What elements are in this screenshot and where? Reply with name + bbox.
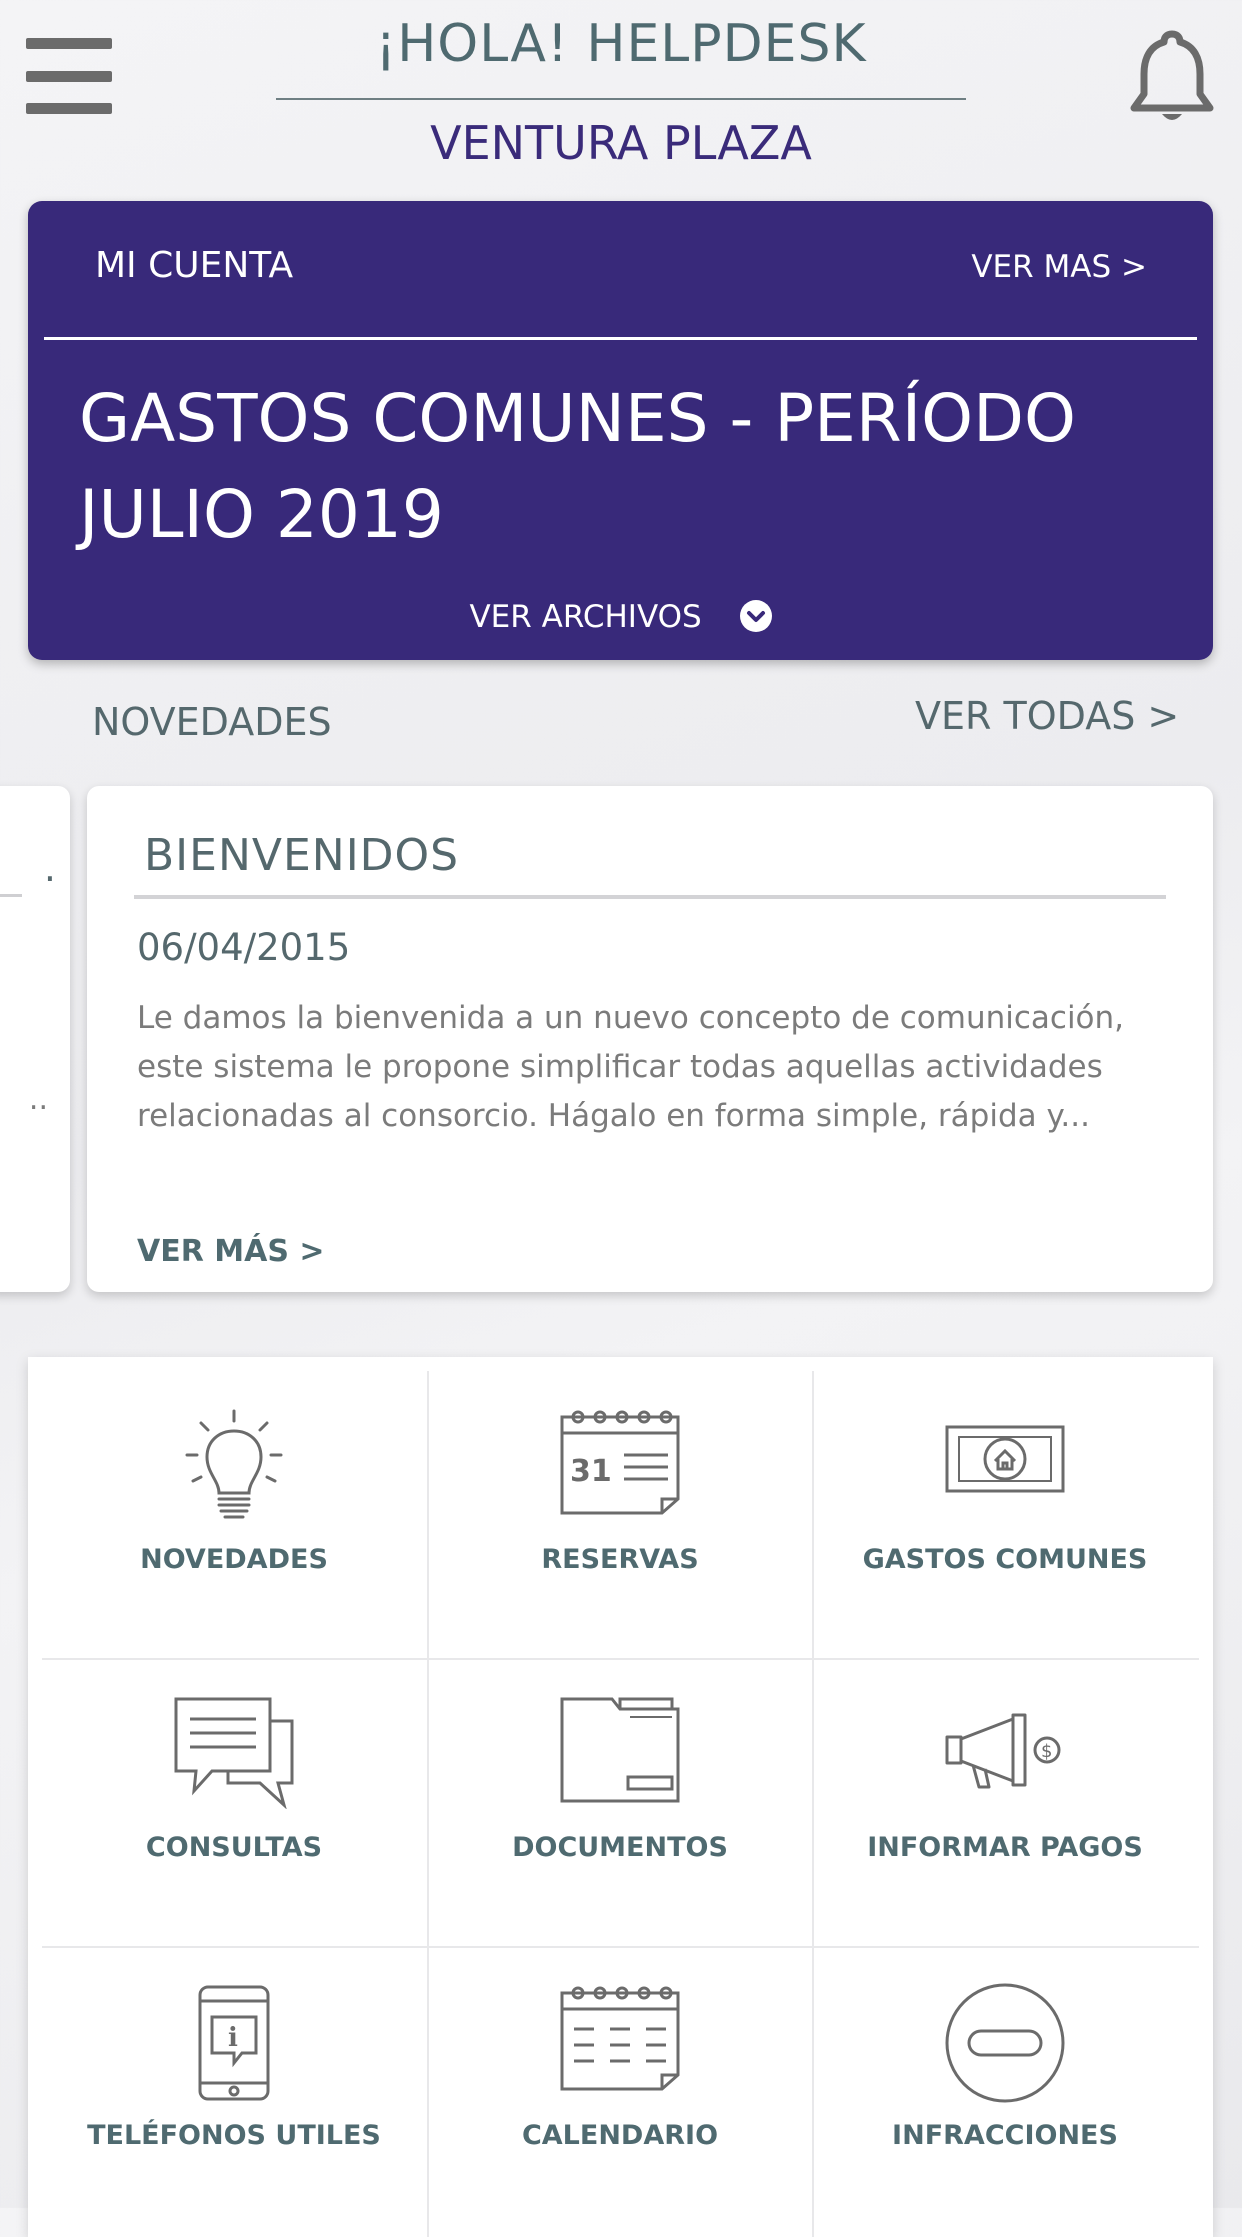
account-period-title <box>79 371 1179 563</box>
tile-label: GASTOS COMUNES <box>862 1544 1148 1575</box>
tile-calendario[interactable] <box>428 1947 812 2234</box>
view-files-label: VER ARCHIVOS <box>469 599 702 635</box>
menu-bar <box>26 71 112 82</box>
tile-reservas[interactable] <box>428 1371 812 1658</box>
bell-icon <box>1126 28 1218 128</box>
phone-info-icon <box>194 1983 274 2103</box>
notifications-button[interactable] <box>1126 28 1218 128</box>
no-entry-icon <box>943 1983 1067 2107</box>
svg-text:i: i <box>228 2023 238 2053</box>
news-heading: NOVEDADES <box>92 700 332 744</box>
megaphone-dollar-icon <box>943 1695 1067 1805</box>
tile-informar-pagos[interactable] <box>813 1659 1197 1946</box>
news-card-divider <box>134 895 1166 899</box>
news-card-body: Le damos la bienvenida a un nuevo concepto de comunicación, este sistema le propone simplificar todas aquellas actividades relacionadas al consorcio. Hágalo en forma simple, rápida y... <box>137 1000 1125 1134</box>
account-divider <box>44 337 1197 340</box>
tile-label: CALENDARIO <box>521 2120 719 2151</box>
menu-bar <box>26 38 112 49</box>
news-card[interactable] <box>87 786 1213 1292</box>
menu-bar <box>26 103 112 114</box>
calendar-31-icon <box>558 1407 682 1517</box>
feature-grid <box>28 1357 1213 2237</box>
tile-telefonos-utiles[interactable] <box>42 1947 426 2234</box>
previous-card-ellipsis: .. <box>28 1082 48 1117</box>
account-label: MI CUENTA <box>95 245 294 286</box>
tile-label: CONSULTAS <box>145 1832 323 1863</box>
title-divider <box>276 98 966 100</box>
tile-consultas[interactable] <box>42 1659 426 1946</box>
news-card-title: BIENVENIDOS <box>144 830 460 881</box>
previous-card-divider <box>0 894 22 897</box>
tile-novedades[interactable] <box>42 1371 426 1658</box>
chat-bubbles-icon <box>172 1695 296 1809</box>
tile-documentos[interactable] <box>428 1659 812 1946</box>
news-card-more-link[interactable]: VER MÁS > <box>137 1234 325 1269</box>
chevron-down-icon <box>740 600 772 632</box>
tile-label: RESERVAS <box>541 1544 699 1575</box>
tile-infracciones[interactable] <box>813 1947 1197 2234</box>
app-title: ¡HOLA! HELPDESK <box>375 14 867 74</box>
calendar-icon <box>558 1983 682 2093</box>
account-card <box>28 201 1213 660</box>
tile-label: DOCUMENTOS <box>512 1832 728 1863</box>
news-card-date: 06/04/2015 <box>137 926 351 969</box>
banknote-house-icon <box>943 1407 1067 1517</box>
building-name: VENTURA PLAZA <box>430 116 812 170</box>
tile-gastos-comunes[interactable] <box>813 1371 1197 1658</box>
tile-label: INFRACCIONES <box>892 2120 1118 2151</box>
menu-button[interactable] <box>26 38 112 118</box>
account-title-line: GASTOS COMUNES - PERÍODO <box>79 380 1076 457</box>
svg-text:$: $ <box>1041 1741 1053 1762</box>
previous-news-card[interactable] <box>0 786 70 1292</box>
account-title-line: JULIO 2019 <box>79 476 444 553</box>
previous-card-title-fragment: . <box>43 846 56 890</box>
account-more-link[interactable]: VER MAS > <box>971 249 1147 285</box>
tile-label: TELÉFONOS UTILES <box>87 2120 381 2151</box>
svg-text:31: 31 <box>570 1454 612 1489</box>
tile-label: NOVEDADES <box>140 1544 328 1575</box>
lightbulb-icon <box>179 1407 289 1527</box>
tile-label: INFORMAR PAGOS <box>867 1832 1143 1863</box>
news-see-all-link[interactable]: VER TODAS > <box>915 694 1180 738</box>
folder-icon <box>558 1695 682 1805</box>
view-files-button[interactable] <box>28 599 1213 635</box>
